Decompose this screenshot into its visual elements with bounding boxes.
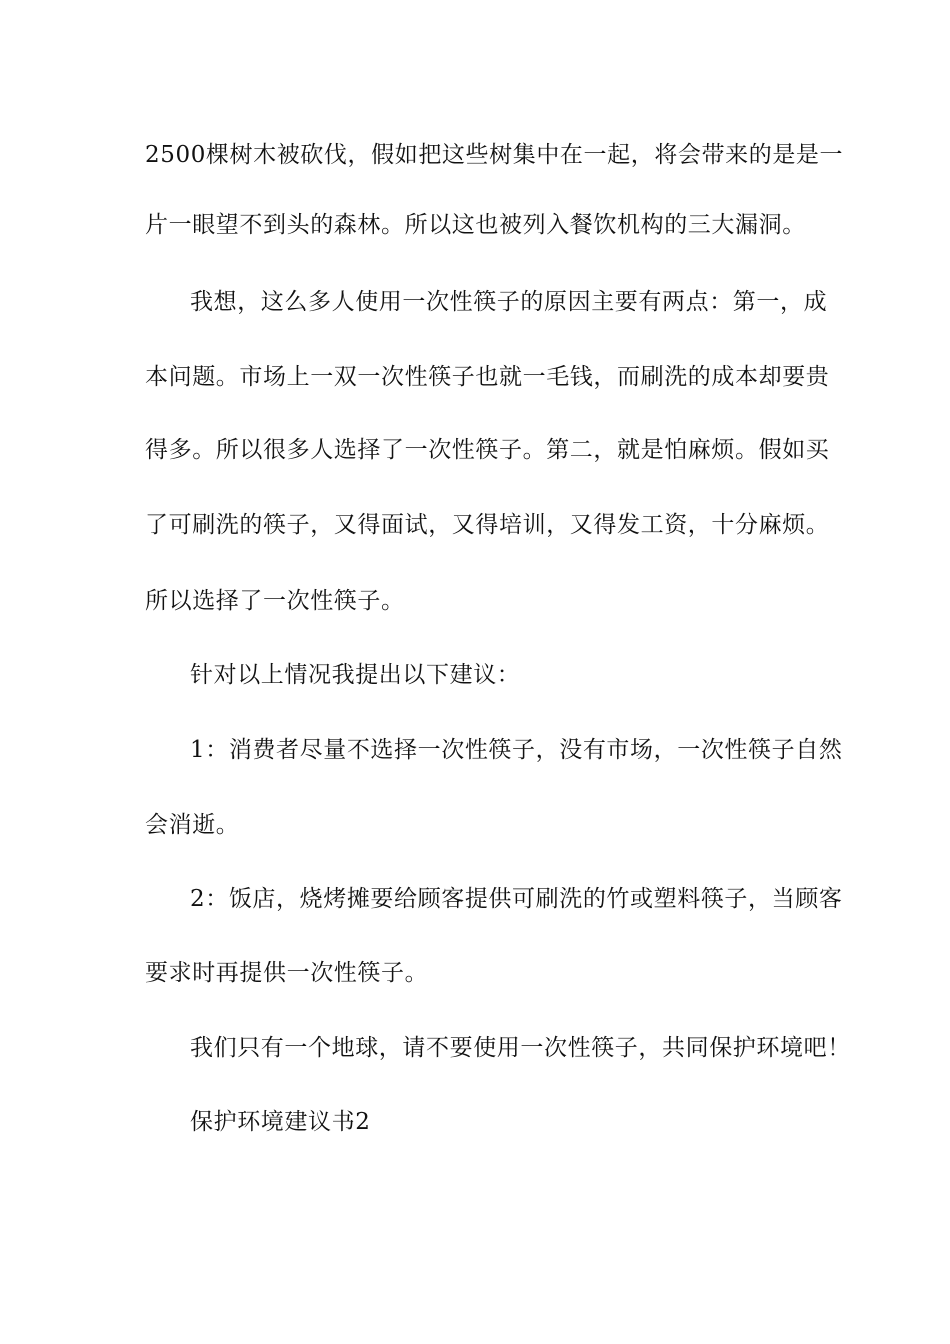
closing-appeal: 我们只有一个地球，请不要使用一次性筷子，共同保护环境吧！ xyxy=(190,1035,851,1061)
paragraph-1-line-2: 片一眼望不到头的森林。所以这也被列入餐饮机构的三大漏洞。 xyxy=(145,212,806,238)
paragraph-2-line-2: 本问题。市场上一双一次性筷子也就一毛钱，而刷洗的成本却要贵 xyxy=(145,364,830,390)
suggestion-1-line-2: 会消逝。 xyxy=(145,812,240,838)
suggestion-1-line-1: 1：消费者尽量不选择一次性筷子，没有市场，一次性筷子自然 xyxy=(190,737,843,763)
paragraph-2-line-4: 了可刷洗的筷子，又得面试，又得培训，又得发工资，十分麻烦。 xyxy=(145,512,830,538)
suggestion-2-line-2: 要求时再提供一次性筷子。 xyxy=(145,960,429,986)
suggestion-2-line-1: 2：饭店，烧烤摊要给顾客提供可刷洗的竹或塑料筷子，当顾客 xyxy=(190,886,843,912)
section-title: 保护环境建议书2 xyxy=(190,1109,371,1135)
paragraph-1-line-1: 2500棵树木被砍伐，假如把这些树集中在一起，将会带来的是是一 xyxy=(145,142,844,168)
paragraph-2-line-3: 得多。所以很多人选择了一次性筷子。第二，就是怕麻烦。假如买 xyxy=(145,437,830,463)
paragraph-2-line-5: 所以选择了一次性筷子。 xyxy=(145,588,405,614)
suggestion-intro: 针对以上情况我提出以下建议： xyxy=(190,662,521,688)
paragraph-2-line-1: 我想，这么多人使用一次性筷子的原因主要有两点：第一，成 xyxy=(190,289,828,315)
